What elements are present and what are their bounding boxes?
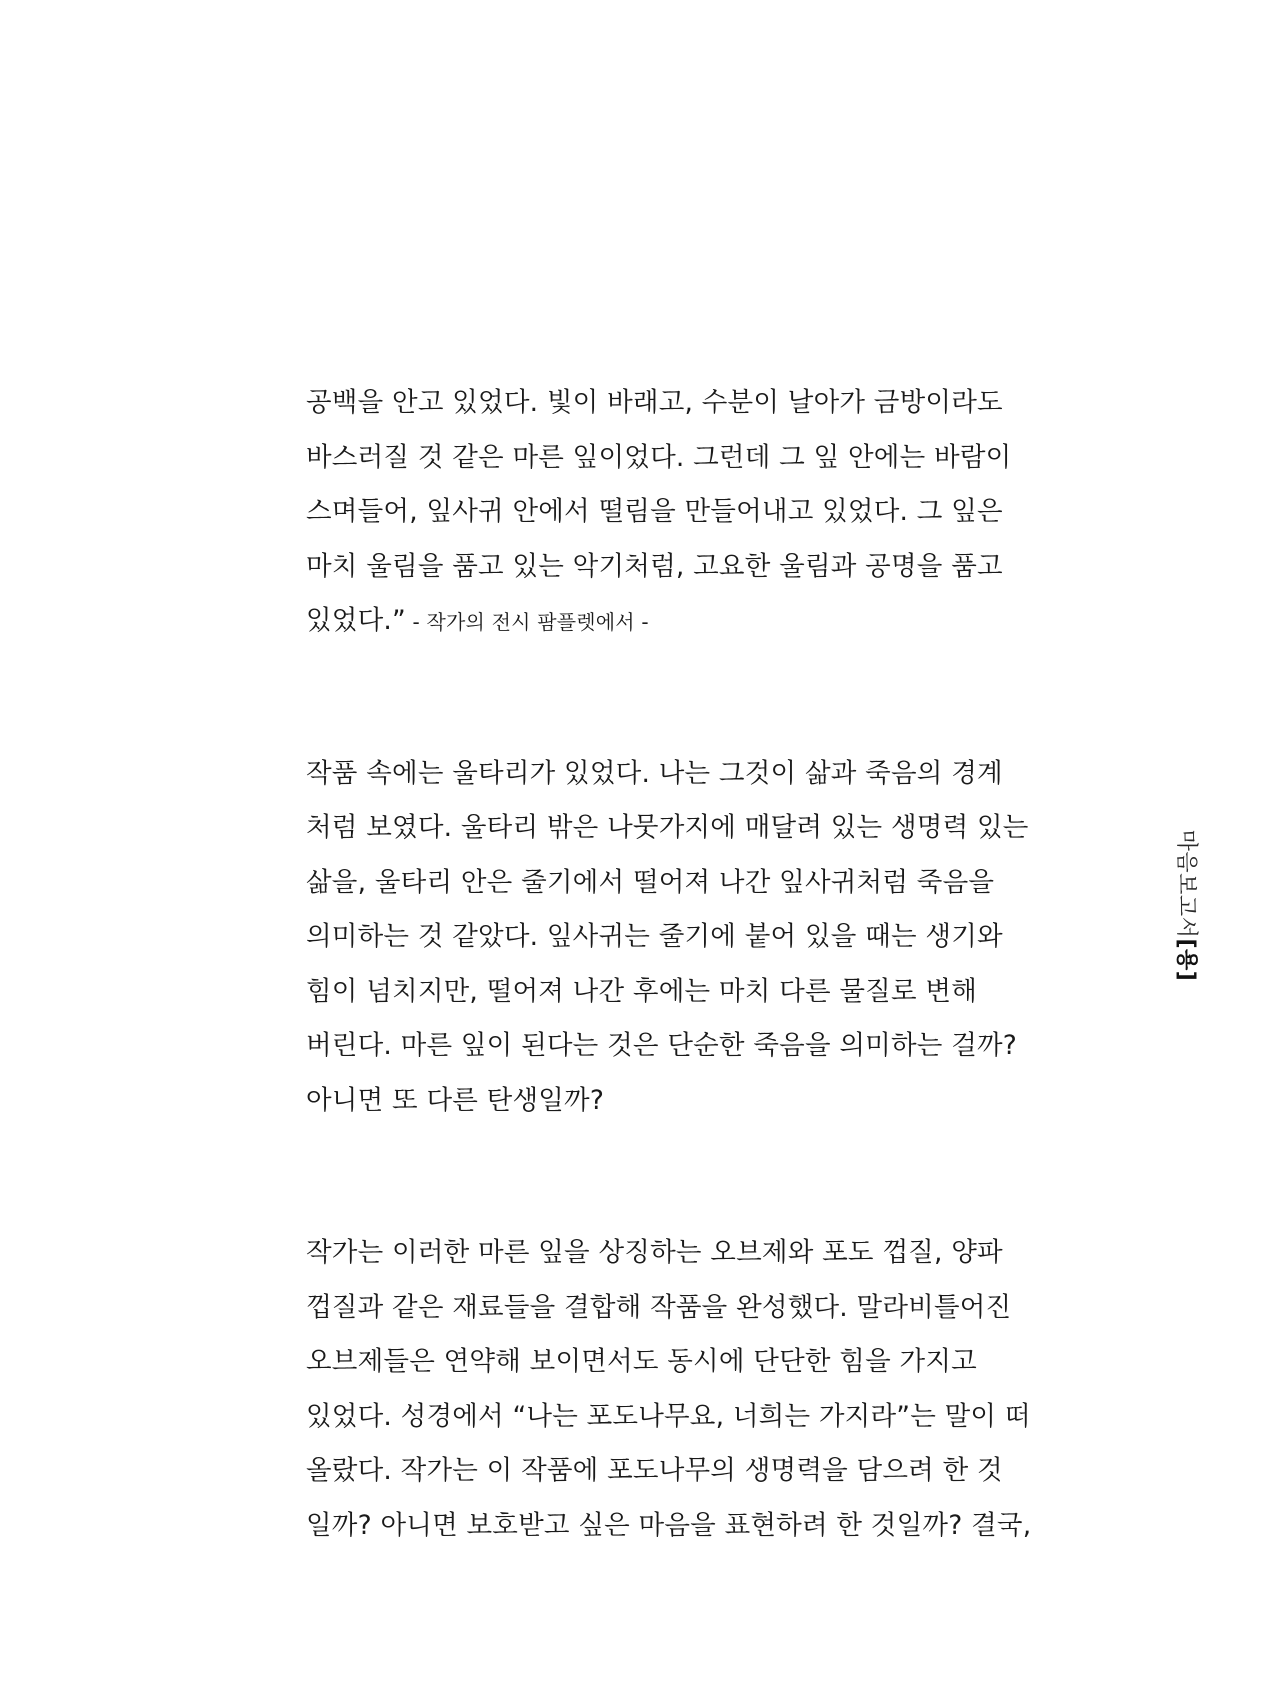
paragraph-spacer <box>306 649 976 747</box>
text-line: 힘이 넘치지만, 떨어져 나간 후에는 마치 다른 물질로 변해 <box>306 975 977 1007</box>
text-line: 일까? 아니면 보호받고 싶은 마음을 표현하려 한 것일까? 결국, <box>306 1509 1032 1541</box>
paragraph <box>306 747 1029 1129</box>
running-head-tag: [용] <box>1173 937 1199 981</box>
text-line: 마치 울림을 품고 있는 악기처럼, 고요한 울림과 공명을 품고 <box>306 550 1003 582</box>
side-running-head <box>1168 830 1208 980</box>
text-line: 오브제들은 연약해 보이면서도 동시에 단단한 힘을 가지고 <box>306 1346 977 1377</box>
text-line: 껍질과 같은 재료들을 결합해 작품을 완성했다. 말라비틀어진 <box>306 1291 1012 1323</box>
text-line: 올랐다. 작가는 이 작품에 포도나무의 생명력을 담으려 한 것 <box>306 1455 1003 1486</box>
essay-body <box>306 376 1032 1553</box>
source-note: - 작가의 전시 팜플렛에서 - <box>405 610 649 634</box>
text-line: 바스러질 것 같은 마른 잎이었다. 그런데 그 잎 안에는 바람이 <box>306 441 1012 473</box>
text-line: 아니면 또 다른 탄생일까? <box>306 1084 605 1116</box>
running-head-title: 마음보고서 <box>1173 829 1199 938</box>
text-line: 작품 속에는 울타리가 있었다. 나는 그것이 삶과 죽음의 경계 <box>306 757 1003 789</box>
text-line: 스며들어, 잎사귀 안에서 떨림을 만들어내고 있었다. 그 잎은 <box>306 496 1003 527</box>
text-line: 공백을 안고 있었다. 빛이 바래고, 수분이 날아가 금방이라도 <box>306 387 1003 418</box>
quote-end: 있었다.” <box>306 605 406 636</box>
paragraph <box>306 1226 1032 1553</box>
running-head-text <box>1173 829 1204 981</box>
text-line <box>306 594 976 649</box>
text-line: 의미하는 것 같았다. 잎사귀는 줄기에 붙어 있을 때는 생기와 <box>306 921 1003 952</box>
text-line: 작가는 이러한 마른 잎을 상징하는 오브제와 포도 껍질, 양파 <box>306 1237 1003 1268</box>
text-line: 있었다. 성경에서 “나는 포도나무요, 너희는 가지라”는 말이 떠 <box>306 1400 1031 1432</box>
text-line: 처럼 보였다. 울타리 밖은 나뭇가지에 매달려 있는 생명력 있는 <box>306 812 1029 843</box>
paragraph-spacer <box>306 1128 976 1226</box>
text-line: 버린다. 마른 잎이 된다는 것은 단순한 죽음을 의미하는 걸까? <box>306 1030 1018 1061</box>
text-line: 삶을, 울타리 안은 줄기에서 떨어져 나간 잎사귀처럼 죽음을 <box>306 866 995 898</box>
paragraph <box>306 376 1012 649</box>
